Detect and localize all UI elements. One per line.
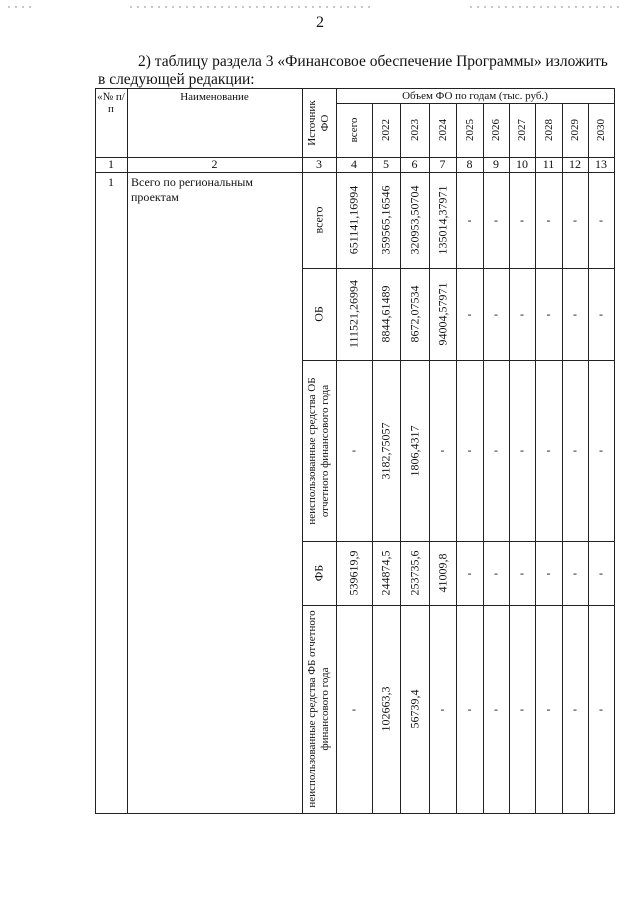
value-cell: - xyxy=(520,306,524,321)
value-cell: - xyxy=(573,212,577,227)
value-cell: 41009,8 xyxy=(435,553,449,593)
value-cell: - xyxy=(352,443,356,457)
value-cell: - xyxy=(599,212,603,227)
value-cell: - xyxy=(494,565,498,580)
value-cell: - xyxy=(467,443,472,457)
header-year-2024: 2024 xyxy=(436,119,449,141)
column-number-8: 8 xyxy=(466,157,473,171)
value-cell: - xyxy=(599,443,603,457)
header-num: «№ п/п xyxy=(97,91,125,115)
header-year-2025: 2025 xyxy=(463,119,476,141)
value-cell: - xyxy=(546,701,551,716)
value-cell: 8844,61489 xyxy=(378,285,393,343)
value-cell: - xyxy=(494,701,498,716)
column-number-2: 2 xyxy=(211,157,218,171)
header-year-2028: 2028 xyxy=(542,119,555,141)
value-cell: 56739,4 xyxy=(407,689,421,729)
value-cell: - xyxy=(573,306,577,321)
row-number: 1 xyxy=(108,175,114,189)
value-cell: - xyxy=(573,565,577,580)
value-cell: - xyxy=(520,565,524,580)
column-number-12: 12 xyxy=(569,157,581,171)
col-divider-2 xyxy=(302,88,303,814)
header-year-2023: 2023 xyxy=(408,119,421,141)
value-cell: - xyxy=(599,701,603,716)
value-cell: - xyxy=(520,443,524,457)
value-cell: - xyxy=(440,443,445,457)
header-year-2026: 2026 xyxy=(490,119,502,141)
value-cell: - xyxy=(494,306,498,321)
value-cell: 94004,57971 xyxy=(435,282,449,346)
value-cell: 3182,75057 xyxy=(378,422,393,479)
value-cell: 359565,16546 xyxy=(378,185,393,255)
value-cell: - xyxy=(573,443,577,457)
scan-noise-left xyxy=(8,6,36,8)
intro-text-line-1: 2) таблицу раздела 3 «Финансовое обеспечение Программы» изложить xyxy=(138,53,608,70)
value-cell: - xyxy=(520,701,524,716)
value-cell: - xyxy=(467,306,472,321)
source-label-1: всего xyxy=(311,206,326,234)
header-volume: Объем ФО по годам (тыс. руб.) xyxy=(402,89,548,102)
value-cell: 135014,37971 xyxy=(435,185,449,255)
value-cell: 8672,07534 xyxy=(407,285,421,343)
value-cell: 253735,6 xyxy=(407,550,421,596)
table-bottom-border xyxy=(95,813,615,814)
value-cell: - xyxy=(494,443,498,457)
source-label-5: неиспользованные средства ФБ отчетного финансового года xyxy=(306,610,331,808)
header-year-2030: 2030 xyxy=(595,119,607,141)
header-year-2029: 2029 xyxy=(569,119,581,141)
source-label-3: неиспользованные средства ОБ отчетного финансового года xyxy=(306,376,331,525)
column-number-5: 5 xyxy=(383,157,389,171)
column-number-13: 13 xyxy=(595,157,607,171)
value-cell: 320953,50704 xyxy=(407,185,421,255)
value-cell: 244874,5 xyxy=(378,550,393,596)
header-name: Наименование xyxy=(180,91,249,103)
page-number: 2 xyxy=(316,14,324,31)
value-cell: - xyxy=(599,565,603,580)
volume-header-divider xyxy=(336,103,615,104)
value-cell: - xyxy=(573,701,577,716)
value-cell: - xyxy=(440,701,445,716)
intro-text-line-2: в следующей редакции: xyxy=(98,71,255,88)
value-cell: - xyxy=(546,212,551,227)
column-number-1: 1 xyxy=(108,157,114,171)
header-source: Источник ФО xyxy=(306,99,331,146)
table-right-border xyxy=(614,88,615,814)
column-number-3: 3 xyxy=(316,157,322,171)
row-name: Всего по региональным проектам xyxy=(131,175,253,204)
column-number-7: 7 xyxy=(439,157,446,171)
value-cell: 539619,9 xyxy=(346,550,361,596)
value-cell: - xyxy=(599,306,603,321)
value-cell: - xyxy=(546,306,551,321)
scan-noise-mid xyxy=(130,6,370,8)
value-cell: - xyxy=(467,212,472,227)
value-cell: 1806,4317 xyxy=(407,425,421,476)
col-divider-4 xyxy=(372,103,373,814)
header-year-2027: 2027 xyxy=(516,119,528,141)
column-number-9: 9 xyxy=(493,157,499,171)
value-cell: - xyxy=(546,443,551,457)
value-cell: - xyxy=(352,701,356,716)
value-cell: 651141,16994 xyxy=(346,185,361,255)
scan-noise-right xyxy=(470,6,620,8)
col-divider-5 xyxy=(400,103,401,814)
column-number-6: 6 xyxy=(411,157,418,171)
column-number-10: 10 xyxy=(516,157,528,171)
value-cell: - xyxy=(494,212,498,227)
value-cell: 102663,3 xyxy=(378,686,393,732)
source-label-2: ОБ xyxy=(311,306,326,322)
value-cell: - xyxy=(467,701,472,716)
value-cell: 111521,26994 xyxy=(346,279,361,349)
header-total: всего xyxy=(348,117,360,143)
value-cell: - xyxy=(467,565,472,580)
column-number-4: 4 xyxy=(351,157,357,171)
value-cell: - xyxy=(546,565,551,580)
header-year-2022: 2022 xyxy=(380,119,392,141)
column-number-11: 11 xyxy=(542,157,555,171)
value-cell: - xyxy=(520,212,524,227)
source-label-4: ФБ xyxy=(311,564,326,582)
